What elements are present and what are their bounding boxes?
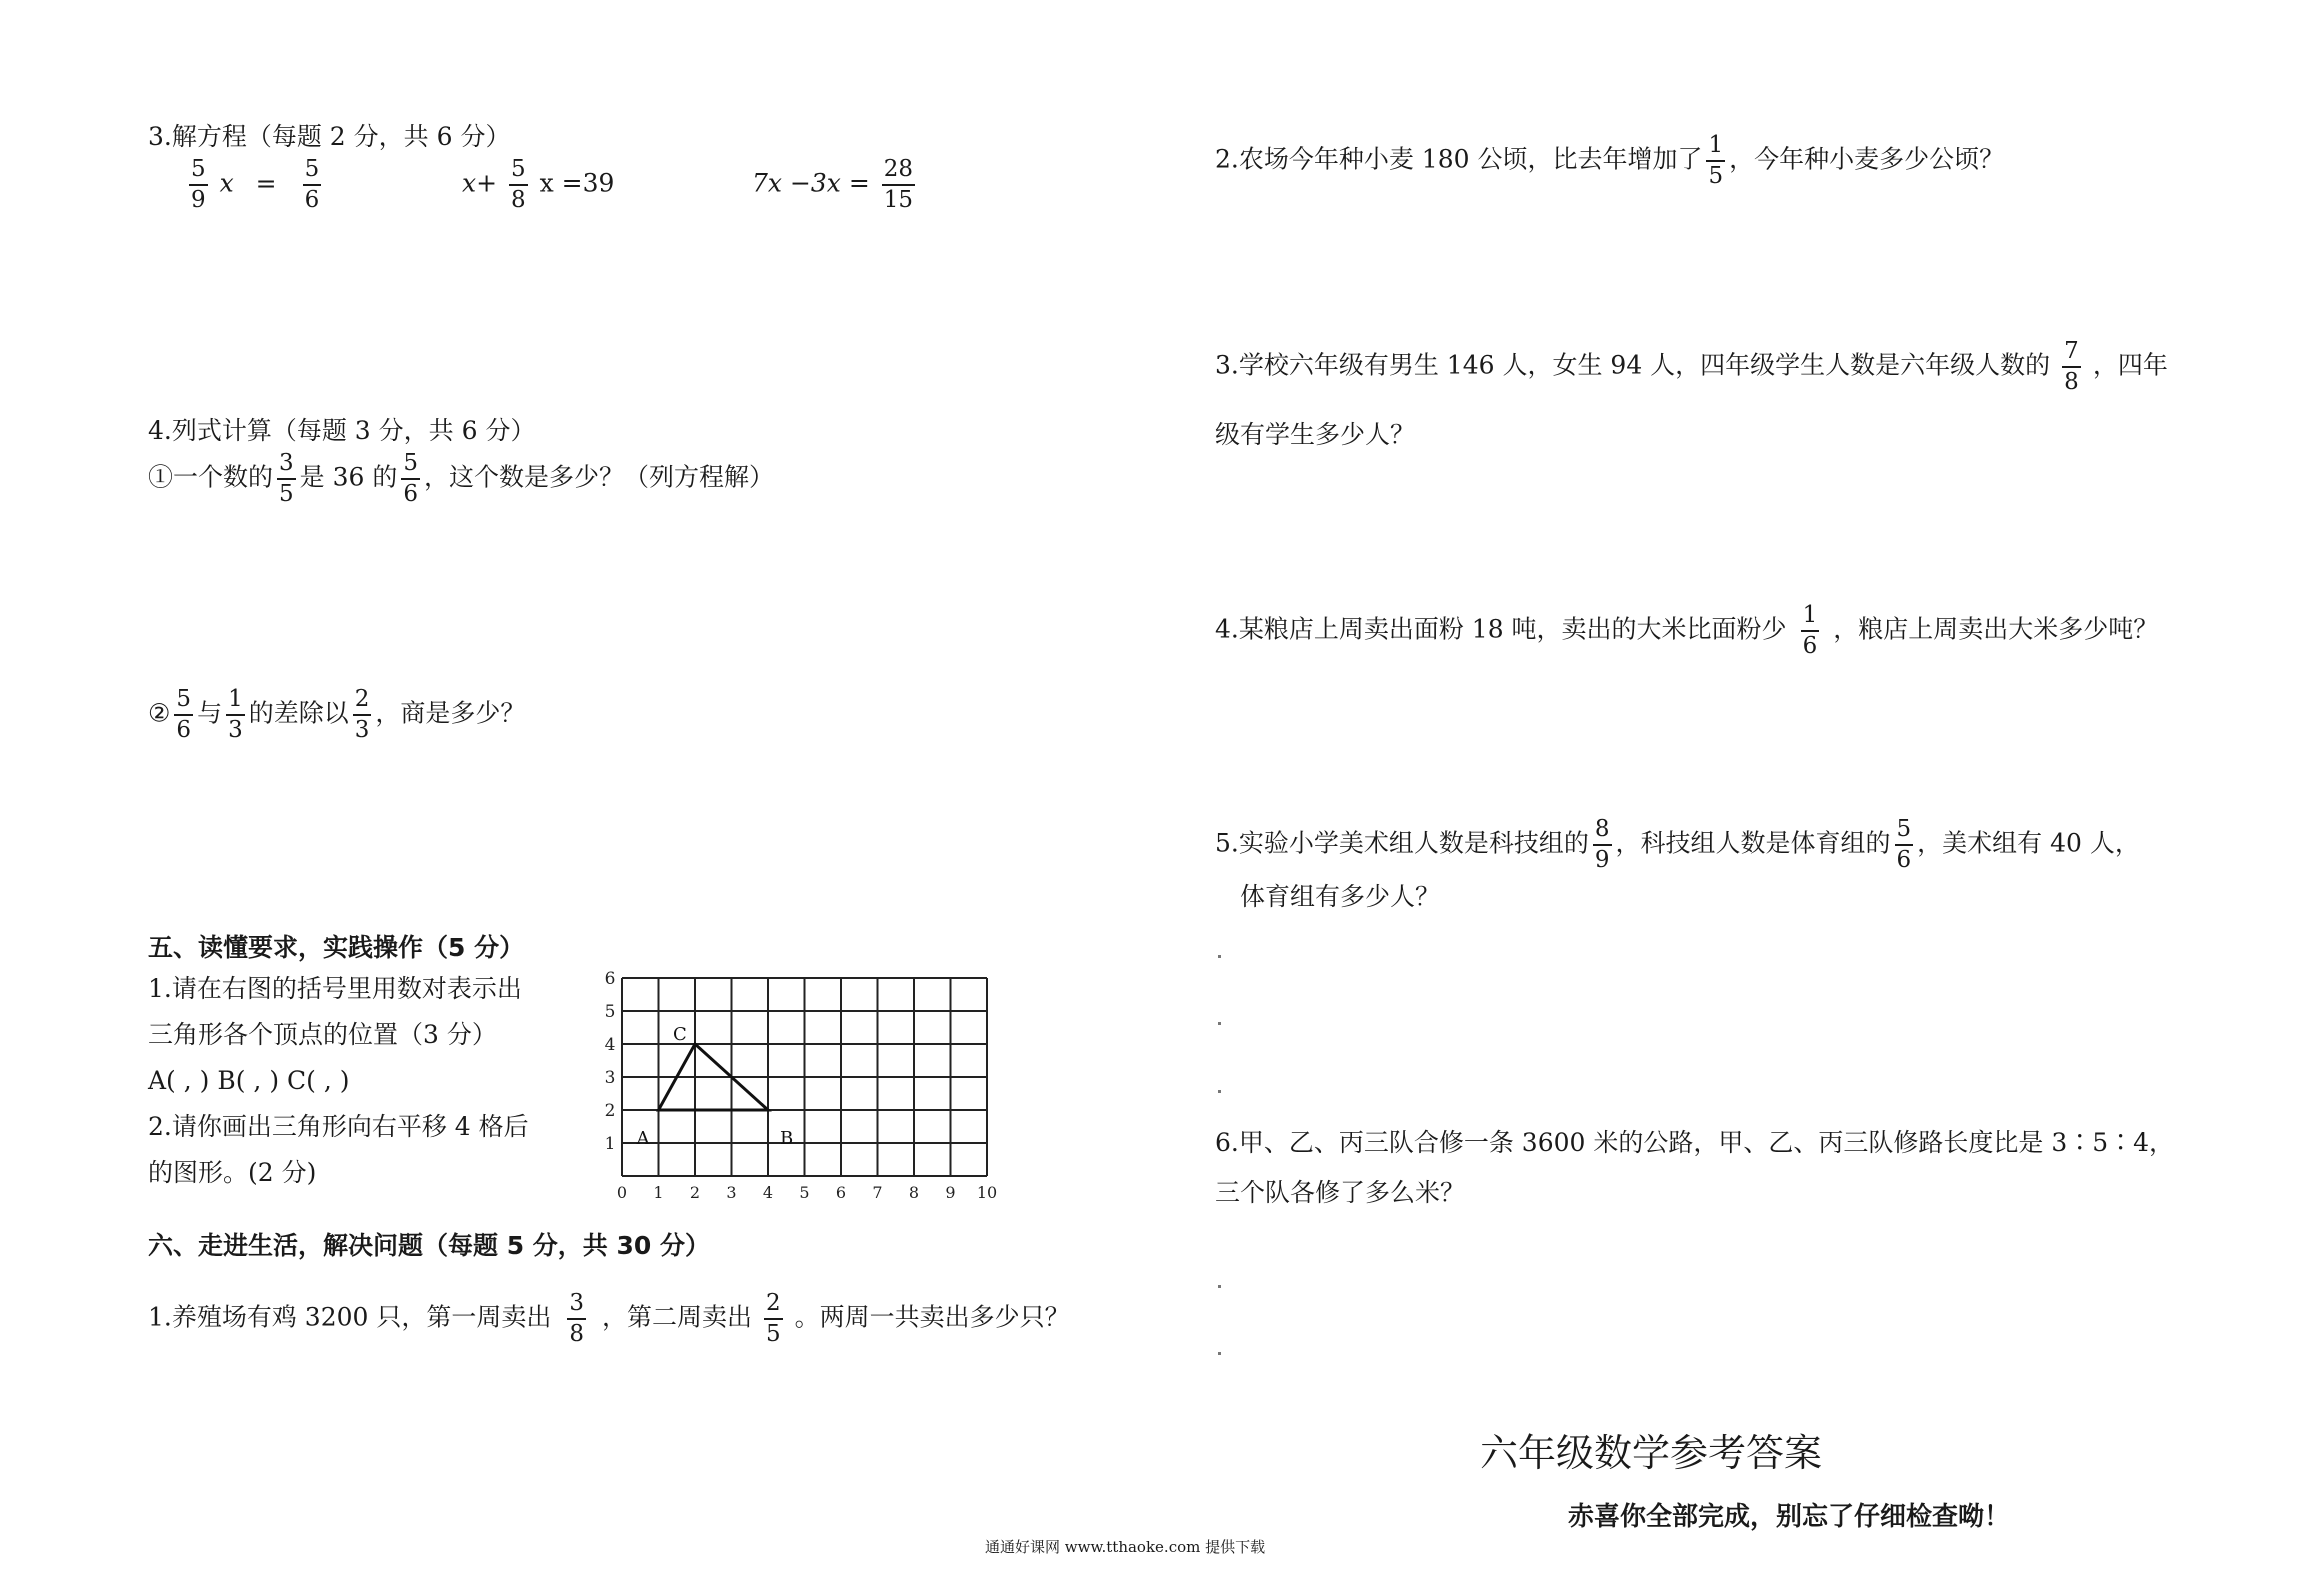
section-5-line: 三角形各个顶点的位置（3 分） <box>148 1020 497 1049</box>
fraction: $\frac{1}{3}$ <box>228 686 243 743</box>
right-problem-5: 5.实验小学美术组人数是科技组的 $\frac{8}{9}$ ，科技组人数是体育组的 $\frac{5}{6}$ ，美术组有 40 人， <box>1215 816 2140 873</box>
fraction: $\frac{5}{6}$ <box>403 450 419 507</box>
dot-mark <box>1218 1022 1221 1025</box>
y-tick-label: 4 <box>604 1035 616 1055</box>
fraction: $\frac{2}{5}$ <box>766 1290 781 1347</box>
fraction: $\frac{5}{6}$ <box>1896 816 1912 873</box>
fraction: $\frac{2}{3}$ <box>354 686 370 743</box>
y-tick-label: 6 <box>604 969 616 989</box>
dot-mark <box>1218 1352 1221 1355</box>
section-6-problem-1: 1.养殖场有鸡 3200 只，第一周卖出 $\frac{3}{8}$ ，第二周卖出 $\frac{2}{5}$ 。两周一共卖出多少只？ <box>148 1290 1070 1347</box>
fraction: $\frac{5}{6}$ <box>176 686 192 743</box>
x-tick-label: 1 <box>653 1183 664 1202</box>
congrats-note: 赤喜你全部完成，别忘了仔细检查呦！ <box>1568 1502 2011 1532</box>
right-problem-3-line2: 级有学生多少人？ <box>1215 420 1416 449</box>
q3-title: 3.解方程（每题 2 分，共 6 分） <box>148 122 511 151</box>
fraction: $\frac{28}{15}$ <box>883 156 914 213</box>
x-tick-label: 7 <box>872 1183 883 1202</box>
x-tick-label: 6 <box>835 1183 847 1202</box>
section-6-title: 六、走进生活，解决问题（每题 5 分，共 30 分） <box>148 1231 711 1260</box>
x-tick-label: 4 <box>762 1183 774 1202</box>
equation-1: $\frac{5}{9}$ x = $\frac{5}{6}$ <box>191 156 320 213</box>
q4-part1: ①一个数的 $\frac{3}{5}$ 是 36 的 $\frac{5}{6}$ ，这个数是多少？（列方程解） <box>148 450 775 507</box>
fraction: $\frac{5}{8}$ <box>511 156 526 213</box>
dot-mark <box>1218 1285 1221 1288</box>
fraction: $\frac{8}{9}$ <box>1594 816 1610 873</box>
x-tick-label: 0 <box>616 1183 628 1202</box>
equation-2: x+ $\frac{5}{8}$ x =39 <box>462 156 615 213</box>
fraction: $\frac{1}{5}$ <box>1708 132 1724 189</box>
coordinate-grid <box>590 962 1000 1208</box>
vertex-label: C <box>673 1024 687 1045</box>
right-problem-2: 2.农场今年种小麦 180 公顷，比去年增加了 $\frac{1}{5}$ ，今年种小麦多少公顷？ <box>1215 132 2005 189</box>
x-tick-label: 3 <box>726 1183 737 1202</box>
x-tick-label: 2 <box>689 1183 701 1202</box>
fraction: $\frac{1}{6}$ <box>1802 602 1818 659</box>
fraction: $\frac{3}{8}$ <box>569 1290 585 1347</box>
section-5-line: 1.请在右图的括号里用数对表示出 <box>148 974 522 1003</box>
x-tick-label: 5 <box>799 1183 810 1202</box>
right-problem-6-line2: 三个队各修了多么米？ <box>1215 1178 1466 1207</box>
y-tick-label: 2 <box>604 1101 616 1121</box>
section-5-line: A( , ) B( , ) C( , ) <box>148 1066 350 1095</box>
dot-mark <box>1218 955 1221 958</box>
x-tick-label: 9 <box>945 1183 956 1202</box>
footer-credit: 通通好课网 www.tthaoke.com 提供下载 <box>985 1538 1266 1556</box>
y-tick-label: 3 <box>604 1068 616 1088</box>
fraction: $\frac{7}{8}$ <box>2064 338 2079 395</box>
equation-3: 7x −3x = $\frac{28}{15}$ <box>752 156 914 213</box>
fraction: $\frac{5}{9}$ <box>191 156 206 213</box>
vertex-label: B <box>780 1128 794 1149</box>
y-tick-label: 5 <box>604 1002 616 1022</box>
x-tick-label: 10 <box>976 1183 998 1202</box>
vertex-label: A <box>636 1128 650 1149</box>
right-problem-6: 6.甲、乙、丙三队合修一条 3600 米的公路，甲、乙、丙三队修路长度比是 3∶5∶4， <box>1215 1128 2175 1157</box>
fraction: $\frac{5}{6}$ <box>304 156 320 213</box>
q4-title: 4.列式计算（每题 3 分，共 6 分） <box>148 416 536 445</box>
right-problem-4: 4.某粮店上周卖出面粉 18 吨，卖出的大米比面粉少 $\frac{1}{6}$ ，粮店上周卖出大米多少吨？ <box>1215 602 2159 659</box>
q4-part2: ② $\frac{5}{6}$ 与 $\frac{1}{3}$ 的差除以 $\frac{2}{3}$ ，商是多少？ <box>148 686 526 743</box>
section-5-line: 2.请你画出三角形向右平移 4 格后 <box>148 1112 529 1141</box>
dot-mark <box>1218 1090 1221 1093</box>
right-problem-5-line2: 体育组有多少人？ <box>1240 882 1441 911</box>
y-tick-label: 1 <box>604 1134 616 1154</box>
fraction: $\frac{3}{5}$ <box>279 450 294 507</box>
answer-title: 六年级数学参考答案 <box>1480 1431 1823 1475</box>
section-5-line: 的图形。(2 分) <box>148 1158 317 1187</box>
x-tick-label: 8 <box>908 1183 920 1202</box>
section-5-title: 五、读懂要求，实践操作（5 分） <box>148 933 525 962</box>
right-problem-3: 3.学校六年级有男生 146 人，女生 94 人，四年级学生人数是六年级人数的 $\frac{7}{8}$ ，四年 <box>1215 338 2168 395</box>
